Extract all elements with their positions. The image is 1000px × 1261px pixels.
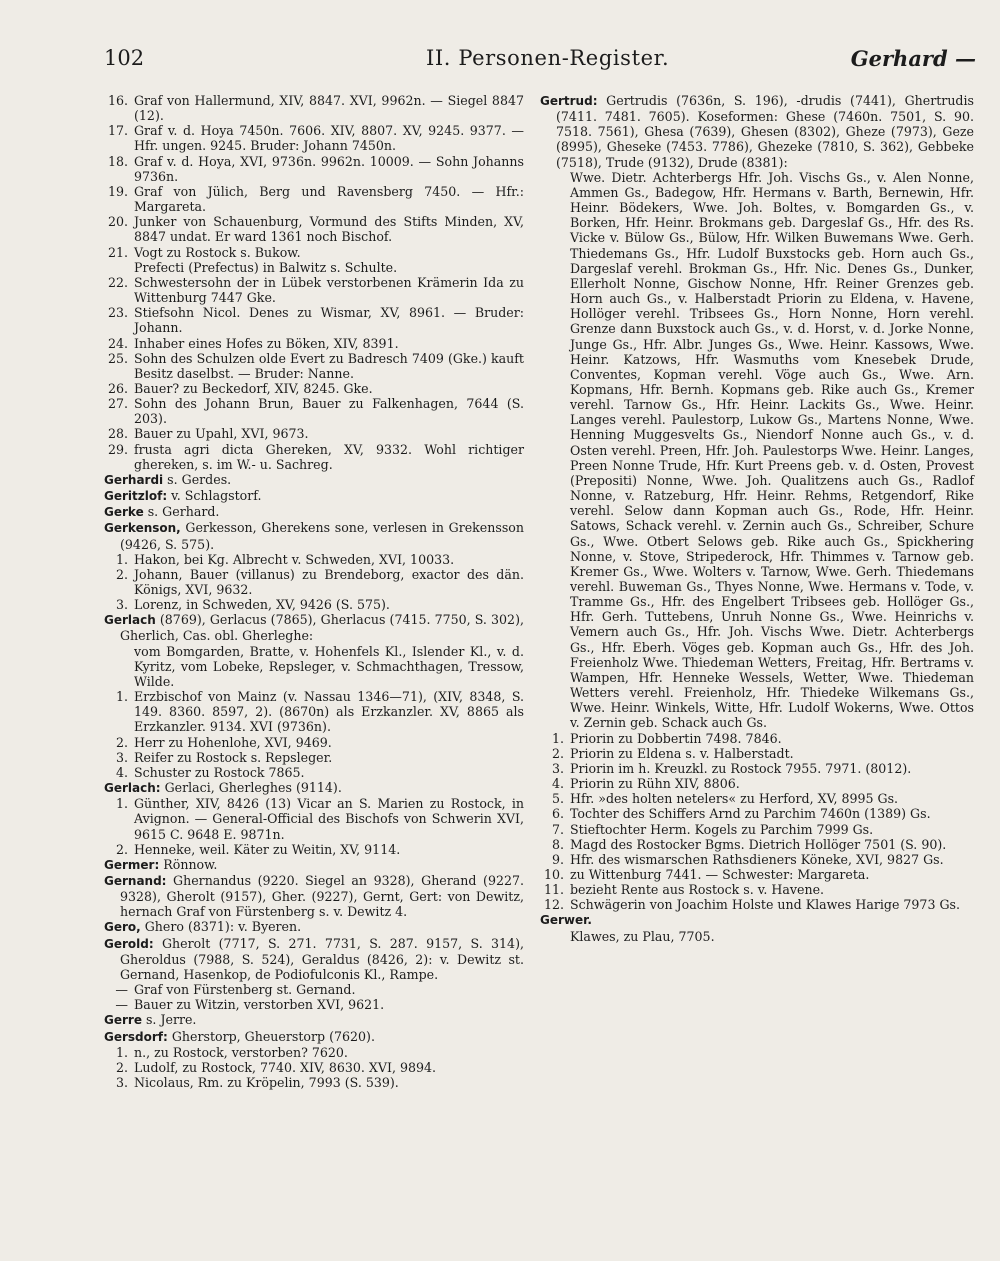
entry-text: Priorin im h. Kreuzkl. zu Rostock 7955. 7971. (8012). (570, 760, 912, 776)
entry-number: 1. (115, 689, 128, 705)
entry-headword: Gero, (104, 920, 141, 935)
register-entry (104, 426, 524, 441)
register-entry (540, 852, 974, 867)
entry-text: Graf von Fürstenberg st. Gernand. (134, 982, 356, 998)
register-entry (104, 735, 524, 750)
register-entry (104, 597, 524, 612)
register-entry (104, 154, 524, 184)
entry-number: 4. (115, 764, 128, 780)
entry-text: Ludolf, zu Rostock, 7740. XIV, 8630. XVI, 9894. (134, 1059, 437, 1075)
right-column (540, 93, 974, 944)
entry-number: 19. (107, 183, 128, 199)
entry-text: Junker von Schauenburg, Vormund des Stifts Minden, XV, 8847 undat. Er ward 1361 noch Bischof. (134, 214, 524, 245)
entry-number: 2. (115, 734, 128, 750)
entry-number: 1. (551, 730, 564, 746)
register-entry (540, 791, 974, 806)
entry-text: Johann, Bauer (villanus) zu Brendeborg, exactor des dän. Königs, XVI, 9632. (134, 566, 524, 597)
register-entry (540, 912, 974, 928)
entry-text: Schuster zu Rostock 7865. (134, 764, 305, 780)
entry-text: Bauer zu Upahl, XVI, 9673. (134, 426, 309, 442)
register-entry (540, 882, 974, 897)
entry-number: — (115, 997, 128, 1013)
register-entry (540, 93, 974, 170)
entry-number: 2. (551, 745, 564, 761)
entry-headword: Gerwer. (540, 913, 592, 928)
register-entry (104, 245, 524, 260)
register-entry (104, 93, 524, 123)
entry-text: Stiefsohn Nicol. Denes zu Wismar, XV, 8961. — Bruder: Johann. (134, 305, 524, 336)
entry-number: 6. (551, 806, 564, 822)
entry-text: Hfr. des wismarschen Rathsdieners Köneke, XVI, 9827 Gs. (570, 851, 944, 867)
entry-number: 10. (543, 866, 564, 882)
register-entry (540, 822, 974, 837)
entry-number: 3. (115, 749, 128, 765)
entry-text: Erzbischof von Mainz (v. Nassau 1346—71), (XIV, 8348, S. 149. 8360. 8597, 2). (8670n) als Erzkanzler. XV, 8865 als Erzkanzler. 9134. XVI (9736n). (134, 689, 524, 735)
entry-number: 9. (551, 851, 564, 867)
entry-text: Gertrudis (7636n, S. 196), -drudis (7441), Ghertrudis (7411. 7481. 7605). Koseformen: Ghese (7460n. 7501, S. 90. 7518. 7561), Ghesa (7639), Ghesen (8302), Gheze (7973), Geze (8995), Gheseke (7453. 7786), Ghezeke (7810, S. 362), Gebbeke (7518), Trude (9132), Drude (8381): (556, 93, 974, 170)
entry-text: Henneke, weil. Käter zu Weitin, XV, 9114. (134, 841, 401, 857)
entry-text: Bauer? zu Beckedorf, XIV, 8245. Gke. (134, 380, 373, 396)
entry-number: 1. (115, 551, 128, 567)
register-entry (540, 837, 974, 852)
register-entry (104, 936, 524, 982)
entry-text: Gerlaci, Gherleghes (9114). (160, 780, 342, 796)
entry-text: Inhaber eines Hofes zu Böken, XIV, 8391. (134, 335, 399, 351)
left-column (104, 93, 524, 1090)
register-entry (540, 929, 974, 944)
entry-text: Schwestersohn der in Lübek verstorbenen Krämerin Ida zu Wittenburg 7447 Gke. (134, 274, 524, 306)
register-entry (104, 842, 524, 857)
entry-text: frusta agri dicta Ghereken, XV, 9332. Wohl richtiger ghereken, s. im W.- u. Sachreg. (134, 441, 524, 472)
entry-headword: Gerre (104, 1013, 142, 1028)
entry-text: Sohn des Schulzen olde Evert zu Badresch 7409 (Gke.) kauft Besitz daselbst. — Bruder: Nanne. (134, 350, 524, 381)
entry-headword: Gerhardi (104, 472, 164, 487)
entry-number: 27. (107, 396, 128, 412)
entry-number: 3. (551, 760, 564, 776)
entry-number: 20. (107, 214, 128, 230)
entry-headword: Gerlach: (104, 781, 161, 796)
register-entry (104, 336, 524, 351)
register-entry (104, 381, 524, 396)
register-entry (104, 472, 524, 488)
register-entry (104, 123, 524, 153)
entry-text: Bauer zu Witzin, verstorben XVI, 9621. (134, 997, 385, 1013)
entry-text: v. Schlagstorf. (167, 488, 262, 504)
register-entry (104, 765, 524, 780)
entry-text: Ghero (8371): v. Byeren. (140, 919, 302, 935)
entry-number: 24. (107, 335, 128, 351)
entry-text: Rönnow. (159, 856, 218, 872)
entry-number: 3. (115, 1075, 128, 1090)
register-entry (540, 761, 974, 776)
register-entry (540, 897, 974, 912)
register-entry (104, 442, 524, 472)
page-number: 102 (104, 46, 145, 70)
entry-text: Hfr. »des holten netelers« zu Herford, XV, 8995 Gs. (570, 791, 899, 807)
entry-text: Gherolt (7717, S. 271. 7731, S. 287. 9157, S. 314), Gheroldus (7988, S. 524), Geraldus (8426, 2): v. Dewitz st. Gernand, Hasenkop, de Podiofulconis Kl., Rampe. (120, 935, 524, 982)
entry-number: 5. (551, 791, 564, 807)
entry-text: zu Wittenburg 7441. — Schwester: Margareta. (570, 866, 870, 882)
entry-number: 2. (115, 566, 128, 582)
entry-text: Graf von Jülich, Berg und Ravensberg 7450. — Hfr.: Margareta. (134, 183, 524, 215)
register-entry (104, 1045, 524, 1060)
register-entry (540, 746, 974, 761)
entry-number: 8. (551, 836, 564, 852)
entry-headword: Gerold: (104, 936, 154, 951)
register-entry (104, 1075, 524, 1090)
register-entry (104, 780, 524, 796)
entry-text: Priorin zu Dobbertin 7498. 7846. (570, 730, 782, 746)
entry-text: Ghernandus (9220. Siegel an 9328), Gherand (9227. 9328), Gherolt (9157), Gher. (9227), Gernt, Gert: von Dewitz, hernach Graf von Fürstenberg s. v. Dewitz 4. (120, 872, 524, 920)
register-entry (104, 750, 524, 765)
register-entry (104, 275, 524, 305)
entry-number: 18. (107, 153, 128, 169)
entry-text: s. Gerdes. (163, 471, 232, 487)
entry-number: 2. (115, 841, 128, 857)
register-entry (540, 776, 974, 791)
entry-headword: Gerke (104, 505, 144, 520)
register-entry (540, 170, 974, 731)
entry-text: Magd des Rostocker Bgms. Dietrich Hollöger 7501 (S. 90). (570, 836, 947, 852)
entry-text: Lorenz, in Schweden, XV, 9426 (S. 575). (134, 597, 390, 613)
register-entry (104, 214, 524, 244)
register-entry (104, 857, 524, 873)
entry-headword: Gernand: (104, 873, 167, 888)
register-entry (540, 806, 974, 821)
entry-text: bezieht Rente aus Rostock s. v. Havene. (570, 882, 825, 898)
entry-number: 22. (107, 274, 128, 290)
entry-text: vom Bomgarden, Bratte, v. Hohenfels Kl., Islender Kl., v. d. Kyritz, vom Lobeke, Repsleger, v. Schmachthagen, Tressow, Wilde. (134, 643, 524, 689)
entry-text: Prefecti (Prefectus) in Balwitz s. Schulte. (134, 259, 398, 275)
entry-text: Graf v. d. Hoya 7450n. 7606. XIV, 8807. XV, 9245. 9377. — Hfr. ungen. 9245. Bruder: Johann 7450n. (134, 123, 524, 154)
entry-text: Gerkesson, Gherekens sone, verlesen in Grekensson (9426, S. 575). (120, 520, 524, 552)
entry-number: 7. (551, 821, 564, 837)
register-entry (104, 552, 524, 567)
register-entry (104, 504, 524, 520)
entry-text: Stieftochter Herm. Kogels zu Parchim 7999 Gs. (570, 821, 874, 837)
entry-text: Klawes, zu Plau, 7705. (570, 928, 715, 944)
entry-text: Priorin zu Rühn XIV, 8806. (570, 776, 740, 792)
entry-number: 1. (115, 1044, 128, 1060)
register-entry (104, 488, 524, 504)
entry-text: Hakon, bei Kg. Albrecht v. Schweden, XVI, 10033. (134, 551, 455, 567)
entry-number: 1. (115, 796, 128, 812)
entry-text: Wwe. Dietr. Achterbergs Hfr. Joh. Vischs Gs., v. Alen Nonne, Ammen Gs., Badegow, Hfr. Hermans v. Barth, Bernewin, Hfr. Heinr. Bödekers, Wwe. Joh. Boltes, v. Bomgarden Gs., v. Borken, Hfr. Heinr. Brokmans geb. Dargeslaf Gs., Hfr. des Rs. Vicke v. Bülow Gs., Bülow, Hfr. Wilken Buwemans Wwe. Gerh. Thiedemans Gs., Hfr. Ludolf Buxstocks geb. Horn auch Gs., Dargeslaf verehl. Brokman Gs., Hfr. Nic. Denes Gs., Dunker, Ellerholt Nonne, Gischow Nonne, Hfr. Reiner Grenzes geb. Horn auch Gs., v. Halberstadt Priorin zu Eldena, v. Havene, Hollöger verehl. Tribsees Gs., Horn Nonne, Horn verehl. Grenze dann Buxstock auch Gs., v. d. Horst, v. d. Jorke Nonne, Junge Gs., Hfr. Albr. Junges Gs., Wwe. Heinr. Kassows, Wwe. Heinr. Katzows, Hfr. Wasmuths vom Knesebek Drude, Conventes, Kopman verehl. Vöge auch Gs., Wwe. Arn. Kopmans, Hfr. Bernh. Kopmans geb. Rike auch Gs., Kremer verehl. Tarnow Gs., Hfr. Heinr. Lackits Gs., Wwe. Heinr. Langes verehl. Paulestorp, Lukow Gs., Martens Nonne, Wwe. Henning Muggesvelts Gs., Niendorf Nonne auch Gs., v. d. Osten verehl. Preen, Hfr. Joh. Paulestorps Wwe. Heinr. Langes, Preen Nonne Trude, Hfr. Kurt Preens geb. v. d. Osten, Provest (Prepositi) Nonne, Wwe. Joh. Qualitzens auch Gs., Radlof Nonne, v. Ratzeburg, Hfr. Heinr. Rehms, Retgendorf, Rike verehl. Selow dann Kopman auch Gs., Rode, Hfr. Heinr. Satows, Schack verehl. v. Zernin auch Gs., Schreiber, Schure Gs., Wwe. Otbert Selows geb. Rike auch Gs., Spickhering Nonne, v. Stove, Stripederock, Hfr. Thimmes v. Tarnow geb. Kremer Gs., Wwe. Wolters v. Tarnow, Wwe. Gerh. Thiedemans verehl. Buweman Gs., Thyes Nonne, Wwe. Hermans v. Tode, v. Tramme Gs., Hfr. des Engelbert Tribsees geb. Hollöger Gs., Hfr. Gerh. Tuttebens, Unruh Nonne Gs., Wwe. Heinrichs v. Vemern auch Gs., Hfr. Joh. Vischs Wwe. Dietr. Achterbergs Gs., Hfr. Eberh. Vöges geb. Kopman auch Gs., Hfr. des Joh. Freienholz Wwe. Thiedeman Wetters, Freitag, Hfr. Bertrams v. Wampen, Hfr. Henneke Wessels, Wetter, Wwe. Thiedeman Wetters verehl. Freienholz, Hfr. Thiedeke Wilkemans Gs., Wwe. Heinr. Winkels, Witte, Hfr. Ludolf Wokerns, Wwe. Ottos v. Zernin geb. Schack auch Gs. (570, 169, 974, 731)
register-entry (104, 1060, 524, 1075)
entry-number: 12. (543, 897, 564, 913)
register-entry (540, 731, 974, 746)
register-entry (104, 305, 524, 335)
entry-text: Reifer zu Rostock s. Repsleger. (134, 749, 333, 765)
entry-text: Nicolaus, Rm. zu Kröpelin, 7993 (S. 539). (134, 1075, 399, 1090)
register-entry (104, 567, 524, 597)
entry-number: 25. (107, 350, 128, 366)
register-entry (104, 184, 524, 214)
page-title: II. Personen-Register. (426, 46, 670, 70)
entry-number: 16. (107, 93, 128, 108)
entry-number: 21. (107, 244, 128, 260)
entry-headword: Gertrud: (540, 94, 598, 108)
register-entry (104, 873, 524, 919)
entry-number: 4. (551, 776, 564, 792)
register-entry (104, 396, 524, 426)
entry-headword: Geritzlof: (104, 489, 168, 504)
entry-number: 2. (115, 1059, 128, 1075)
entry-text: Gherstorp, Gheuerstorp (7620). (167, 1028, 375, 1044)
register-entry (104, 1012, 524, 1028)
entry-text: Vogt zu Rostock s. Bukow. (134, 244, 301, 260)
entry-text: s. Jerre. (141, 1012, 197, 1028)
entry-text: Graf v. d. Hoya, XVI, 9736n. 9962n. 10009. — Sohn Johanns 9736n. (134, 153, 524, 184)
register-entry (104, 997, 524, 1012)
entry-number: — (115, 982, 128, 998)
entry-text: Schwägerin von Joachim Holste und Klawes Harige 7973 Gs. (570, 897, 960, 913)
entry-text: s. Gerhard. (143, 504, 220, 520)
entry-number: 28. (107, 426, 128, 442)
entry-text: Sohn des Johann Brun, Bauer zu Falkenhagen, 7644 (S. 203). (134, 396, 524, 427)
register-entry (104, 351, 524, 381)
entry-number: 17. (107, 123, 128, 139)
entry-text: Herr zu Hohenlohe, XVI, 9469. (134, 734, 332, 750)
catchword: Gerhard — (850, 46, 976, 71)
register-entry (104, 260, 524, 275)
register-entry (104, 919, 524, 935)
register-entry (104, 689, 524, 734)
register-entry (104, 796, 524, 841)
entry-text: Priorin zu Eldena s. v. Halberstadt. (570, 745, 794, 761)
entry-number: 23. (107, 305, 128, 321)
entry-text: n., zu Rostock, verstorben? 7620. (134, 1044, 348, 1060)
entry-text: Graf von Hallermund, XIV, 8847. XVI, 9962n. — Siegel 8847 (12). (134, 93, 524, 124)
entry-text: Günther, XIV, 8426 (13) Vicar an S. Marien zu Rostock, in Avignon. — General-Official des Bischofs von Schwerin XVI, 9615 C. 9648 E. 9871n. (134, 796, 524, 842)
entry-text: (8769), Gerlacus (7865), Gherlacus (7415. 7750, S. 302), Gherlich, Cas. obl. Gherleghe: (120, 612, 524, 644)
entry-headword: Gerlach (104, 613, 156, 628)
register-entry (540, 867, 974, 882)
register-entry (104, 1029, 524, 1045)
page-header (104, 46, 1000, 82)
register-entry (104, 520, 524, 551)
entry-number: 29. (107, 441, 128, 457)
entry-number: 26. (107, 380, 128, 396)
register-entry (104, 982, 524, 997)
entry-headword: Gersdorf: (104, 1029, 168, 1044)
register-entry (104, 612, 524, 643)
entry-headword: Gerkenson, (104, 521, 181, 536)
entry-number: 3. (115, 597, 128, 613)
entry-number: 11. (543, 882, 564, 898)
register-entry (104, 644, 524, 689)
entry-headword: Germer: (104, 857, 160, 872)
entry-text: Tochter des Schiffers Arnd zu Parchim 7460n (1389) Gs. (570, 806, 931, 822)
